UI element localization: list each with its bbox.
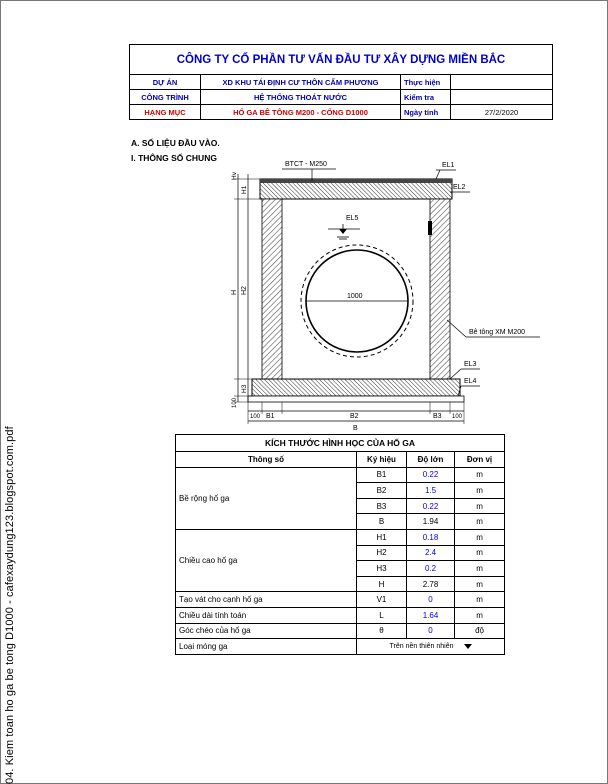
top-slab-rebar [260,179,452,183]
row-name: Góc chéo của hố ga [176,623,357,639]
foundation-select[interactable] [357,639,505,655]
row-value[interactable]: 0.18 [407,529,455,545]
col-header-param: Thông số [176,452,357,468]
concrete-label: Bê tông XM M200 [469,329,526,336]
dimension-table [175,434,505,655]
el2-label: EL2 [453,184,466,191]
item-label: HẠNG MỤC [130,105,201,120]
row-symbol: L [357,607,407,623]
row-unit: m [455,483,505,499]
performer-label: Thực hiện [401,75,451,90]
btct-label: BTCT - M250 [285,161,327,168]
pipe-diameter-label: 1000 [347,293,363,300]
project-value: XD KHU TÁI ĐỊNH CƯ THÔN CẨM PHƯƠNG [201,75,401,90]
col-header-value: Độ lớn [407,452,455,468]
row-unit: độ [455,623,505,639]
table-row [176,639,505,655]
row-value[interactable]: 1.5 [407,483,455,499]
hv-label: Hv [231,172,238,180]
step-bar [428,221,432,235]
row-name: Chiều dài tính toán [176,607,357,623]
table-row [176,623,505,639]
table-row [176,529,505,545]
row-unit: m [455,561,505,577]
date-label: Ngày tính [401,105,451,120]
row-value[interactable]: 2.4 [407,545,455,561]
row-value[interactable]: 0 [407,623,455,639]
row-symbol: B [357,514,407,530]
group-height-label: Chiều cao hố ga [176,529,357,591]
work-value: HỆ THỐNG THOÁT NƯỚC [201,90,401,105]
chevron-down-icon[interactable] [464,644,472,649]
row-value[interactable]: 0.2 [407,561,455,577]
dimension-table-title: KÍCH THƯỚC HÌNH HỌC CỦA HỐ GA [176,435,505,452]
b3-label: B3 [433,413,442,420]
row-value[interactable]: 0.22 [407,467,455,483]
title-block [129,44,553,120]
row-symbol: B1 [357,467,407,483]
row-value: 1.94 [407,514,455,530]
row-value: 2.78 [407,576,455,592]
dim-100-bottom-left: 100 [250,414,261,420]
row-symbol: H [357,576,407,592]
table-row [176,467,505,483]
el4-label: EL4 [464,378,477,385]
el5-label: EL5 [346,215,359,222]
row-unit: m [455,607,505,623]
dim-100-left: 100 [232,397,238,408]
row-symbol: H2 [357,545,407,561]
project-label: DỰ ÁN [130,75,201,90]
group-width-label: Bề rộng hố ga [176,467,357,529]
row-unit: m [455,514,505,530]
checker-label: Kiểm tra [401,90,451,105]
h1-label: H1 [241,185,248,194]
el1-label: EL1 [442,162,455,169]
company-name: CÔNG TY CỔ PHẦN TƯ VẤN ĐẦU TƯ XÂY DỰNG MIỀN BẮC [130,45,553,75]
row-symbol: V1 [357,592,407,608]
h2-label: H2 [241,286,248,295]
lean-concrete [248,396,464,402]
row-symbol: H3 [357,561,407,577]
dim-100-bottom-right: 100 [452,414,463,420]
section-i-heading: I. THÔNG SỐ CHUNG [131,153,217,163]
row-unit: m [455,576,505,592]
left-wall [262,199,282,379]
b2-label: B2 [350,413,359,420]
file-name-label: 04. Kiem toan ho ga be tong D1000 - cafexaydung123.blogspot.com.pdf [4,426,16,784]
table-row [176,592,505,608]
row-symbol: H1 [357,529,407,545]
row-unit: m [455,467,505,483]
row-value[interactable]: 1.64 [407,607,455,623]
row-symbol: θ [357,623,407,639]
foundation-label: Loại móng ga [176,639,357,655]
row-symbol: B2 [357,483,407,499]
manhole-drawing [200,150,526,435]
b-label: B [353,425,358,432]
item-value: HỐ GA BÊ TÔNG M200 - CỐNG D1000 [201,105,401,120]
h3-label: H3 [241,384,248,393]
work-label: CÔNG TRÌNH [130,90,201,105]
performer-value [451,75,553,90]
row-symbol: B3 [357,498,407,514]
col-header-symbol: Ký hiệu [357,452,407,468]
row-unit: m [455,545,505,561]
row-unit: m [455,592,505,608]
base-slab [252,379,460,396]
right-wall [430,199,450,379]
h-label: H [231,289,238,295]
row-name: Tạo vát cho cạnh hố ga [176,592,357,608]
row-unit: m [455,498,505,514]
row-value[interactable]: 0.22 [407,498,455,514]
row-unit: m [455,529,505,545]
row-value[interactable]: 0 [407,592,455,608]
col-header-unit: Đơn vị [455,452,505,468]
el3-label: EL3 [464,361,477,368]
foundation-select-value: Trên nền thiên nhiên [389,642,454,650]
date-value: 27/2/2020 [451,105,553,120]
section-a-heading: A. SỐ LIỆU ĐẦU VÀO. [131,138,220,148]
checker-value [451,90,553,105]
b1-label: B1 [266,413,275,420]
table-row [176,607,505,623]
